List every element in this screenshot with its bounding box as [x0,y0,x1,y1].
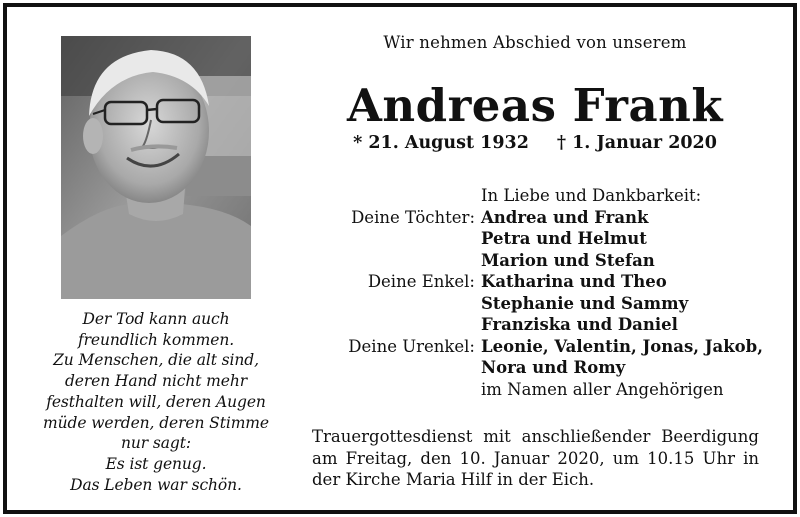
poem-line: müde werden, deren Stimme [43,413,269,432]
family-member: Stephanie und Sammy [481,293,689,313]
poem-line: nur sagt: [121,434,191,453]
portrait-image [61,36,251,299]
family-group-great-grandchildren [300,336,770,401]
poem-line: Zu Menschen, die alt sind, [53,351,259,370]
death-date: † 1. Januar 2020 [556,133,717,153]
family-member: Marion und Stefan [481,250,655,270]
portrait-photo [61,36,251,299]
poem-line: Der Tod kann auch [82,310,230,328]
service-line: Trauergottesdienst mit anschließender Beerdigung [312,427,759,446]
service-line: am Freitag, den 10. Januar 2020, um 10.15 Uhr in [312,448,759,468]
poem-line: Das Leben war schön. [70,475,242,494]
service-line: der Kirche Maria Hilf in der Eich. [312,470,595,490]
group-label: Deine Töchter: [351,207,475,227]
life-dates [312,133,758,153]
poem-line: freundlich kommen. [77,330,235,349]
poem-line: Es ist genug. [105,454,207,473]
poem [20,309,292,495]
poem-line: festhalten will, deren Augen [46,392,266,411]
poem-line: deren Hand nicht mehr [64,372,248,391]
family-member: Katharina und Theo [481,272,667,291]
group-label: Deine Enkel: [367,272,475,291]
intro-text: Wir nehmen Abschied von unserem [383,33,687,52]
family-group-grandchildren [300,271,770,336]
family-list [300,185,770,400]
deceased-name: Andreas Frank [346,79,723,132]
birth-date: * 21. August 1932 [353,133,529,153]
family-intro-row [300,185,770,207]
family-member: Franziska und Daniel [481,315,678,334]
family-intro: In Liebe und Dankbarkeit: [481,186,702,205]
family-group-daughters [300,207,770,272]
family-closing: im Namen aller Angehörigen [481,379,724,399]
family-member: Nora und Romy [481,358,626,377]
family-member: Andrea und Frank [481,207,649,227]
family-member: Petra und Helmut [481,229,647,248]
group-label: Deine Urenkel: [348,336,475,356]
family-member: Leonie, Valentin, Jonas, Jakob, [481,336,763,356]
service-info [312,426,759,491]
